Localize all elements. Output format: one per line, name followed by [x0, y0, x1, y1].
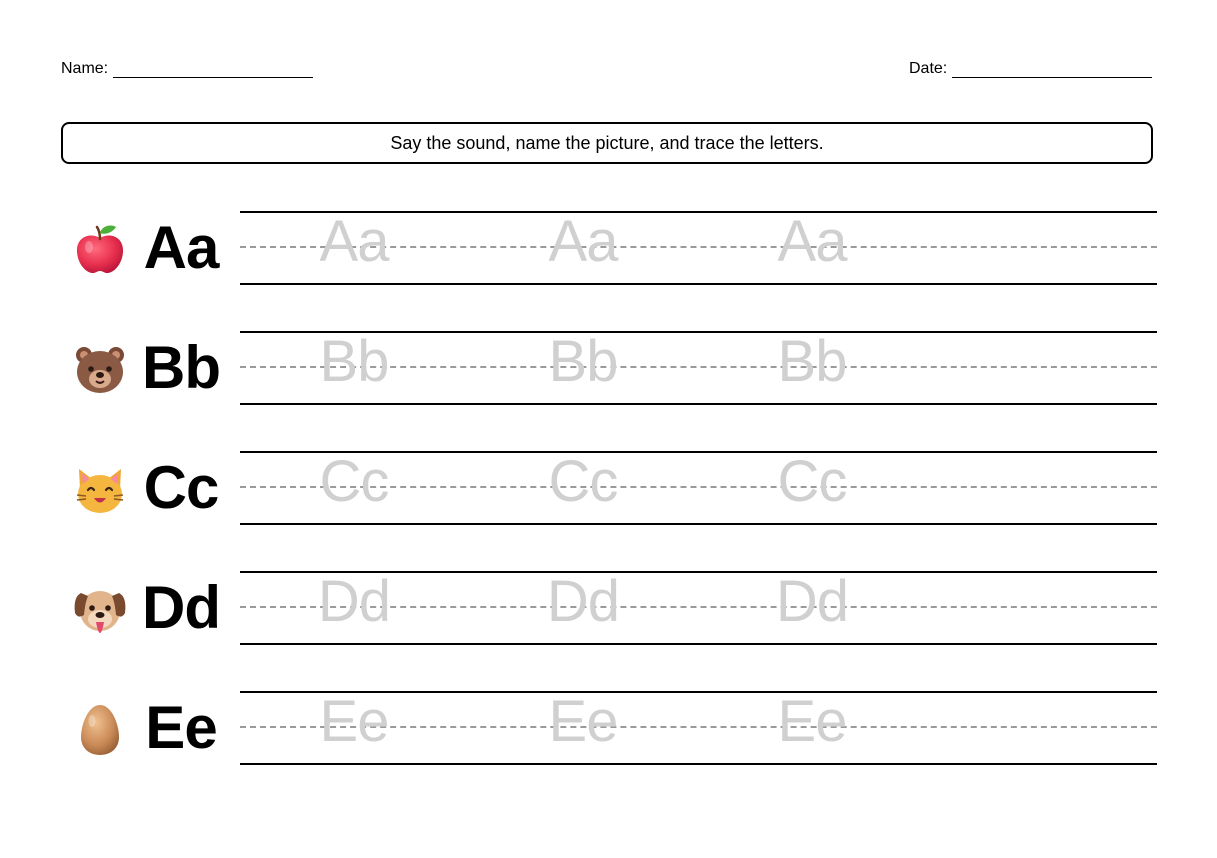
trace-letter: Dd — [775, 569, 849, 634]
letter-row-a — [0, 211, 1217, 285]
instructions-text: Say the sound, name the picture, and trace the letters. — [390, 132, 824, 153]
baseline — [240, 403, 1157, 405]
tracing-guide[interactable] — [240, 211, 1157, 285]
tracing-guide[interactable] — [240, 451, 1157, 525]
trace-letter: Aa — [548, 209, 618, 274]
baseline — [240, 643, 1157, 645]
trace-letter: Aa — [777, 209, 847, 274]
trace-letter: Ee — [777, 689, 847, 754]
trace-letter: Cc — [319, 449, 389, 514]
trace-letter: Bb — [319, 329, 389, 394]
letter-model: Dd — [142, 574, 220, 641]
letter-model: Bb — [142, 334, 220, 401]
trace-letter: Aa — [319, 209, 389, 274]
name-field[interactable] — [61, 60, 313, 78]
dog-face-icon — [72, 581, 128, 637]
trace-letter: Ee — [319, 689, 389, 754]
letter-model: Cc — [143, 454, 219, 521]
letter-model: Aa — [143, 214, 219, 281]
trace-letter: Cc — [777, 449, 847, 514]
baseline — [240, 763, 1157, 765]
trace-letter: Bb — [548, 329, 618, 394]
letter-row-b — [0, 331, 1217, 405]
date-field[interactable] — [909, 60, 1152, 78]
baseline — [240, 523, 1157, 525]
letter-row-d — [0, 571, 1217, 645]
apple-icon — [72, 221, 128, 277]
trace-letter: Bb — [777, 329, 847, 394]
trace-letter: Ee — [548, 689, 618, 754]
instructions-box — [61, 122, 1153, 164]
trace-letter: Dd — [317, 569, 391, 634]
tracing-guide[interactable] — [240, 571, 1157, 645]
trace-letter: Dd — [546, 569, 620, 634]
letter-row-c — [0, 451, 1217, 525]
letter-model: Ee — [145, 694, 217, 761]
cat-face-icon — [72, 461, 128, 517]
baseline — [240, 283, 1157, 285]
name-label: Name: — [61, 60, 109, 77]
tracing-guide[interactable] — [240, 331, 1157, 405]
tracing-guide[interactable] — [240, 691, 1157, 765]
date-label: Date: — [909, 60, 948, 77]
letter-row-e — [0, 691, 1217, 765]
date-line[interactable] — [952, 63, 1152, 78]
name-line[interactable] — [113, 63, 313, 78]
trace-letter: Cc — [548, 449, 618, 514]
egg-icon — [72, 701, 128, 757]
bear-face-icon — [72, 341, 128, 397]
